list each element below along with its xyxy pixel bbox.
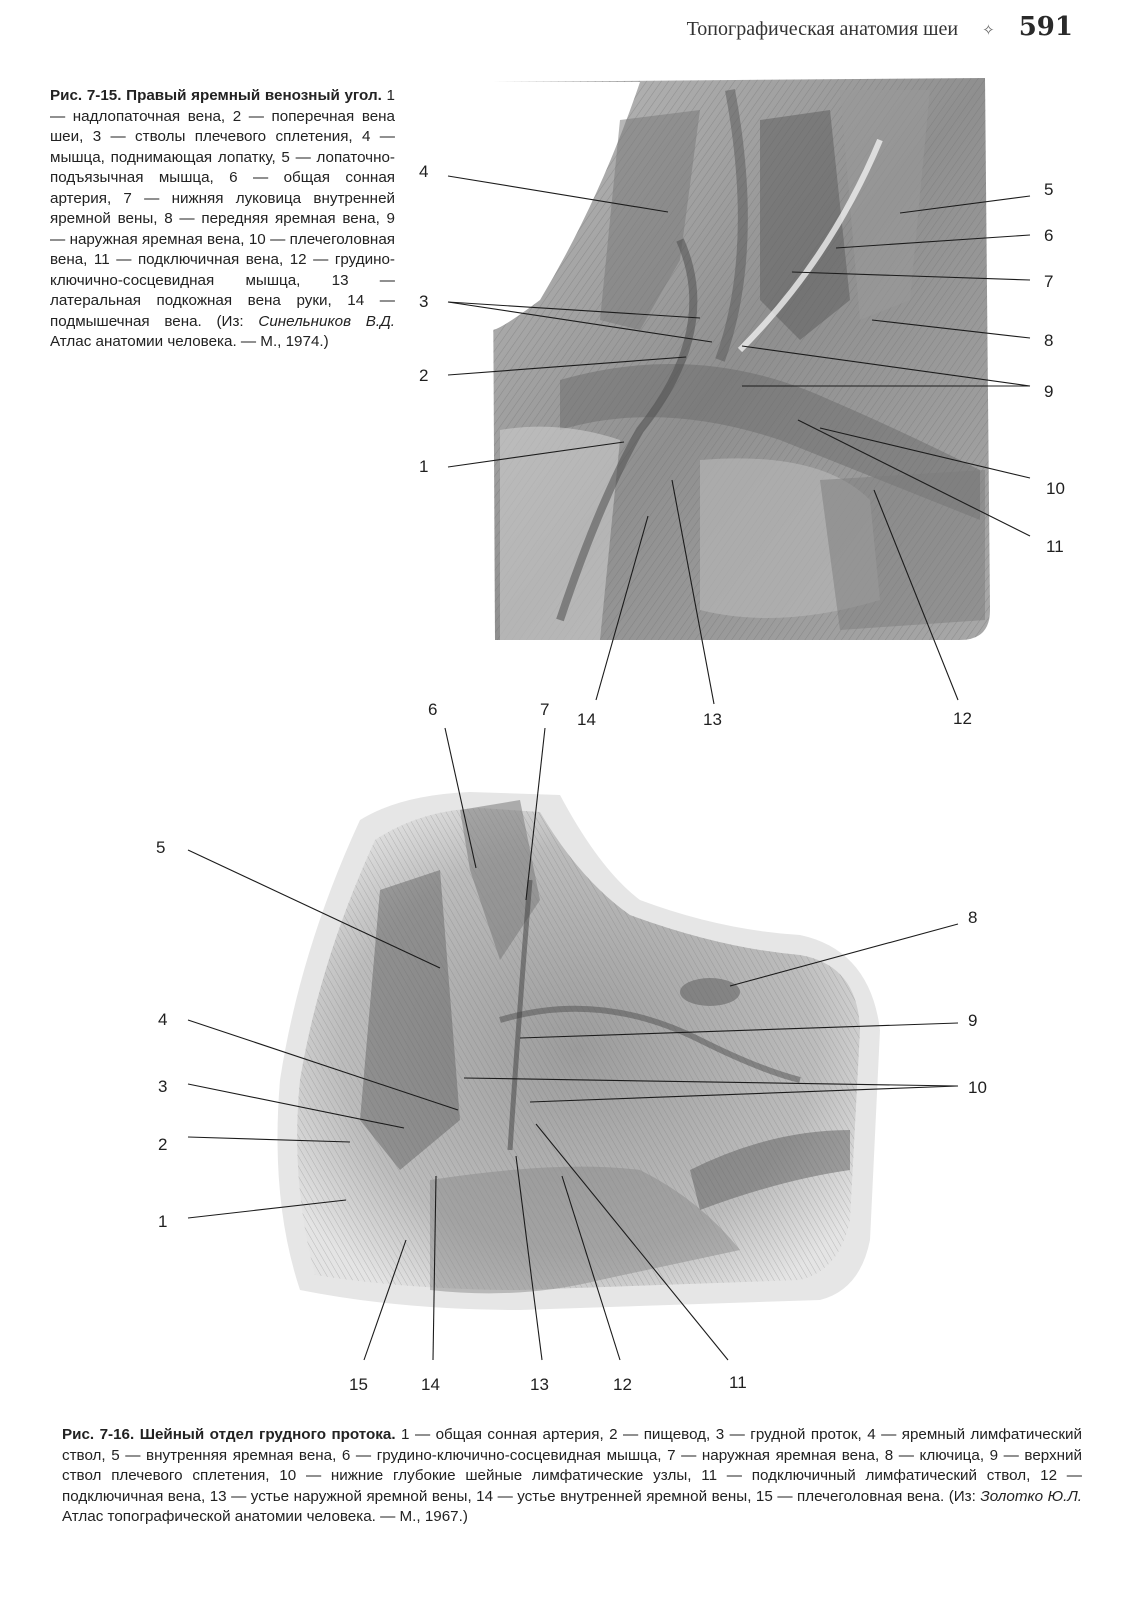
callout-13: 13	[703, 710, 722, 729]
callout-3: 3	[419, 292, 429, 311]
figure-legend: 1 — надлопаточная вена, 2 — поперечная вена шеи, 3 — стволы плечевого сплетения, 4 — мышца, поднимающая лопатку, 5 — лопаточно-подъязычная мышца, 6 — общая сонная артерия, 7 — нижняя луковица внутренней яремной вены, 8 — передняя яремная вена, 9 — наружная яремная вена, 10 — плечеголовная вена, 11 — подключичная вена, 12 — грудино-ключично-сосцевидная мышца, 13 — латеральная подкожная вена руки, 14 — подмышечная вена. (Из:	[50, 87, 395, 330]
callout-14: 14	[421, 1375, 440, 1394]
header-title: Топографическая анатомия шеи	[686, 18, 959, 40]
callout-2: 2	[419, 366, 429, 385]
callout-12: 12	[953, 709, 972, 728]
callout-4: 4	[419, 162, 429, 181]
callout-6: 6	[428, 700, 438, 719]
callout-5: 5	[156, 838, 166, 857]
callout-8: 8	[1044, 331, 1054, 350]
callout-13: 13	[530, 1375, 549, 1394]
figure-7-15-drawing	[0, 0, 1131, 760]
source-reference: Атлас анатомии человека. — М., 1974.)	[50, 333, 329, 350]
callout-2: 2	[158, 1135, 168, 1154]
callout-14: 14	[577, 710, 596, 729]
callout-7: 7	[540, 700, 550, 719]
callout-1: 1	[158, 1212, 168, 1231]
source-reference: Атлас топографической анатомии человека. — М., 1967.)	[62, 1508, 468, 1525]
callout-1: 1	[419, 457, 429, 476]
callout-9: 9	[1044, 382, 1054, 401]
figure-7-16	[0, 700, 1131, 1420]
callout-3: 3	[158, 1077, 168, 1096]
callout-8: 8	[968, 908, 978, 927]
page-number: 591	[1018, 12, 1073, 42]
callout-11: 11	[729, 1373, 747, 1392]
figure-7-16-drawing	[0, 700, 1131, 1420]
source-author: Синельников В.Д.	[258, 312, 395, 330]
figure-title: Правый яремный венозный угол.	[126, 87, 382, 104]
callout-9: 9	[968, 1011, 978, 1030]
callout-4: 4	[158, 1010, 168, 1029]
callout-7: 7	[1044, 272, 1054, 291]
header-diamond-icon: ✧	[982, 22, 995, 39]
callout-11: 11	[1046, 537, 1064, 556]
callout-15: 15	[349, 1375, 368, 1394]
dissection-illustration	[278, 792, 881, 1310]
figure-number: Рис. 7-15.	[50, 87, 122, 104]
figure-7-15	[0, 0, 1131, 760]
callout-10: 10	[968, 1078, 987, 1097]
figure-title: Шейный отдел грудного протока.	[139, 1426, 396, 1443]
callout-12: 12	[613, 1375, 632, 1394]
figure-number: Рис. 7-16.	[62, 1426, 135, 1443]
dissection-illustration	[492, 78, 990, 640]
figure-7-16-caption	[62, 1425, 1082, 1528]
callout-6: 6	[1044, 226, 1054, 245]
figure-legend: 1 — общая сонная артерия, 2 — пищевод, 3 — грудной проток, 4 — яремный лимфатический ствол, 5 — внутренняя яремная вена, 6 — грудино-ключично-сосцевидная мышца, 7 — наружная яремная вена, 8 — ключица, 9 — верхний ствол плечевого сплетения, 10 — нижние глубокие шейные лимфатические узлы, 11 — подключичный лимфатический ствол, 12 — подключичная вена, 13 — устье наружной яремной вены, 14 — устье внутренней яремной вены, 15 — плечеголовная вена. (Из:	[62, 1426, 1082, 1505]
callout-10: 10	[1046, 479, 1065, 498]
callout-5: 5	[1044, 180, 1054, 199]
source-author: Золотко Ю.Л.	[980, 1487, 1082, 1505]
